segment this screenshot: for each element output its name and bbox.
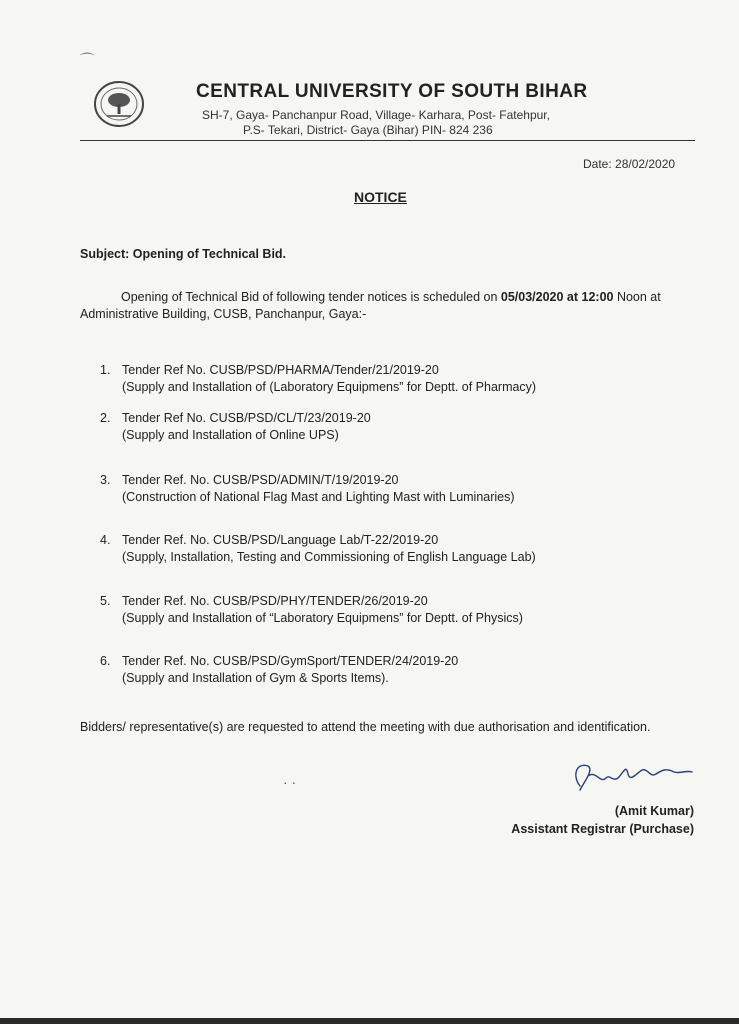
list-item — [100, 362, 536, 396]
item-ref: Tender Ref. No. CUSB/PSD/Language Lab/T-22/2019-20 — [122, 533, 439, 547]
item-description: (Supply, Installation, Testing and Commissioning of English Language Lab) — [122, 550, 536, 564]
list-item — [100, 410, 371, 444]
item-number: 3. — [100, 473, 111, 487]
item-description: (Supply and Installation of “Laboratory Equipmens” for Deptt. of Physics) — [122, 611, 523, 625]
subject-line: Subject: Opening of Technical Bid. — [80, 247, 287, 261]
item-description: (Supply and Installation of (Laboratory Equipmens” for Deptt. of Pharmacy) — [122, 380, 537, 394]
notice-title: NOTICE — [354, 189, 407, 205]
item-ref: Tender Ref No. CUSB/PSD/PHARMA/Tender/21/2019-20 — [122, 363, 439, 377]
scan-mark: ⌒ — [80, 52, 94, 68]
intro-schedule: 05/03/2020 at 12:00 — [500, 290, 614, 304]
address-line-2: P.S- Tekari, District- Gaya (Bihar) PIN- 824 236 — [243, 123, 493, 137]
handwritten-signature — [566, 756, 696, 800]
list-item — [100, 532, 536, 566]
notice-date: Date: 28/02/2020 — [583, 157, 676, 171]
signatory-name: (Amit Kumar) — [614, 804, 694, 818]
item-description: (Supply and Installation of Online UPS) — [122, 428, 339, 442]
intro-text-1: Opening of Technical Bid of following tender notices is scheduled on — [121, 290, 501, 304]
list-item — [100, 653, 458, 687]
item-ref: Tender Ref No. CUSB/PSD/CL/T/23/2019-20 — [122, 411, 371, 425]
item-number: 6. — [100, 654, 111, 668]
item-description: (Supply and Installation of Gym & Sports Items). — [122, 671, 389, 685]
item-ref: Tender Ref. No. CUSB/PSD/ADMIN/T/19/2019-20 — [122, 473, 399, 487]
item-ref: Tender Ref. No. CUSB/PSD/PHY/TENDER/26/2019-20 — [122, 594, 428, 608]
item-number: 5. — [100, 594, 111, 608]
item-description: (Construction of National Flag Mast and Lighting Mast with Luminaries) — [122, 490, 515, 504]
item-ref: Tender Ref. No. CUSB/PSD/GymSport/TENDER/24/2019-20 — [122, 654, 459, 668]
intro-text-2: Noon at Administrative Building, CUSB, Panchanpur, Gaya:- — [80, 290, 661, 321]
university-name: CENTRAL UNIVERSITY OF SOUTH BIHAR — [196, 81, 588, 102]
header-divider — [80, 140, 695, 141]
university-seal-icon — [93, 80, 145, 128]
address-line-1: SH-7, Gaya- Panchanpur Road, Village- Karhara, Post- Fatehpur, — [202, 108, 550, 122]
closing-paragraph: Bidders/ representative(s) are requested to attend the meeting with due authorisation and identification. — [80, 720, 651, 734]
signatory-designation: Assistant Registrar (Purchase) — [511, 822, 694, 836]
scan-mark: · · — [283, 774, 297, 790]
list-item — [100, 472, 515, 506]
item-number: 4. — [100, 533, 111, 547]
list-item — [100, 593, 523, 627]
scan-edge — [0, 1018, 739, 1024]
item-number: 1. — [100, 363, 111, 377]
intro-paragraph — [80, 289, 695, 323]
item-number: 2. — [100, 411, 111, 425]
